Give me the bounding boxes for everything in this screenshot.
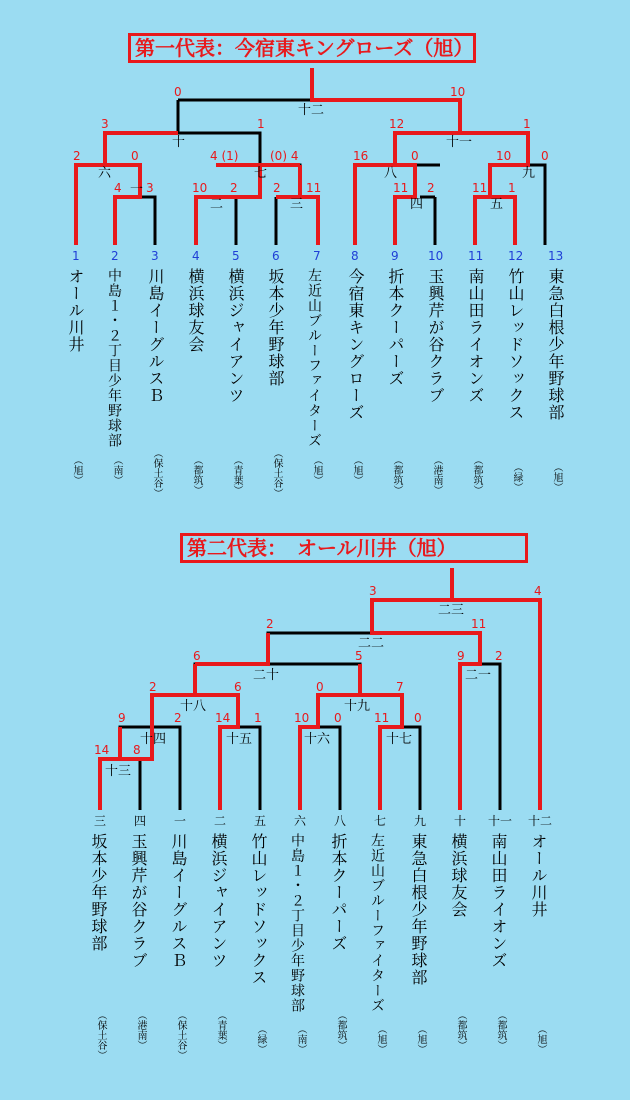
b2-team-region: （旭） — [375, 1024, 386, 1054]
b1-match-label: 六 — [98, 166, 112, 181]
b2-seed: 八 — [334, 814, 347, 828]
b2-score: 0 — [334, 711, 342, 725]
b2-match-label: 十八 — [180, 699, 207, 714]
b1-seed: 4 — [192, 249, 200, 263]
b2-team-region: （港南） — [135, 1010, 146, 1050]
b2-score: 7 — [396, 680, 404, 694]
b2-score: 4 — [534, 584, 542, 598]
b1-score: 10 — [192, 181, 208, 195]
b2-score: 8 — [133, 743, 141, 757]
bracket-2-title: 第二代表： オール川井（旭） — [180, 533, 528, 563]
b1-team-region: （南） — [111, 455, 122, 485]
b1-score: 10 — [450, 85, 466, 99]
b1-seed: 6 — [272, 249, 280, 263]
b1-team-region: （都筑） — [191, 455, 202, 495]
b1-score: 11 — [306, 181, 322, 195]
b1-team-region: （旭） — [71, 455, 82, 485]
b1-seed: 12 — [508, 249, 524, 263]
b2-team-name: 左近山ブルーファイターズ — [369, 833, 385, 1013]
b2-seed: 十一 — [488, 814, 513, 828]
b1-team-region: （港南） — [431, 455, 442, 495]
b2-score: 0 — [414, 711, 422, 725]
b1-seed: 13 — [548, 249, 564, 263]
b1-team-name: 玉興芹が谷クラブ — [426, 268, 445, 404]
b2-score: 5 — [355, 649, 363, 663]
b1-score: 16 — [353, 149, 369, 163]
b1-team-region: （旭） — [551, 462, 562, 492]
b1-score: 2 — [230, 181, 238, 195]
b1-team-name: 東急白根少年野球部 — [546, 268, 565, 421]
b1-score: 4 (1) — [210, 149, 239, 163]
b2-match-label: 十五 — [226, 732, 253, 747]
b2-team-name: 坂本少年野球部 — [89, 833, 108, 952]
b2-score: 1 — [254, 711, 262, 725]
b1-seed: 2 — [111, 249, 119, 263]
b2-seed: 十 — [454, 814, 467, 828]
b2-score: 2 — [174, 711, 182, 725]
b2-seed: 一 — [174, 814, 187, 828]
b2-match-label: 十六 — [304, 732, 331, 747]
b2-score: 9 — [118, 711, 126, 725]
b2-score: 2 — [495, 649, 503, 663]
b1-score: 2 — [73, 149, 81, 163]
b1-score: 0 — [411, 149, 419, 163]
b1-team-name: 左近山ブルーファイターズ — [306, 268, 322, 448]
bracket-1-title: 第一代表：今宿東キングローズ（旭） — [128, 33, 476, 63]
b2-score: 6 — [193, 649, 201, 663]
b1-team-name: 竹山レッドソックス — [506, 268, 525, 421]
b1-score: 12 — [389, 117, 405, 131]
b2-seed: 十二 — [528, 814, 553, 828]
b1-score: 3 — [146, 181, 154, 195]
b2-team-name: 川島イーグルスＢ — [169, 833, 188, 969]
b2-match-label: 二二 — [358, 636, 385, 651]
b2-score: 9 — [457, 649, 465, 663]
b2-seed: 九 — [414, 814, 427, 828]
b1-team-name: 坂本少年野球部 — [266, 268, 285, 387]
b2-team-name: オール川井 — [529, 833, 548, 918]
b2-match-label: 二十 — [253, 668, 280, 683]
b2-match-label: 十九 — [344, 699, 371, 714]
b1-seed: 5 — [232, 249, 240, 263]
b2-score: 2 — [149, 680, 157, 694]
b2-team-name: 横浜ジャイアンツ — [209, 833, 228, 969]
b2-team-region: （保土谷） — [175, 1010, 186, 1060]
b1-score: 1 — [257, 117, 265, 131]
b1-score: 2 — [427, 181, 435, 195]
b1-seed: 3 — [151, 249, 159, 263]
b1-team-name: 横浜球友会 — [186, 268, 205, 353]
b1-score: 11 — [393, 181, 409, 195]
b2-score: 14 — [94, 743, 110, 757]
b1-team-region: （緑） — [511, 462, 522, 492]
b2-team-region: （都筑） — [335, 1010, 346, 1050]
b2-score: 10 — [294, 711, 310, 725]
b2-match-label: 十三 — [105, 764, 132, 779]
b1-team-region: （都筑） — [471, 455, 482, 495]
b2-team-name: 中島１・２丁目少年野球部 — [289, 833, 305, 1013]
b1-team-region: （青葉） — [231, 455, 242, 495]
b1-score: 11 — [472, 181, 488, 195]
b1-score: 10 — [496, 149, 512, 163]
b2-team-region: （旭） — [415, 1024, 426, 1054]
b1-team-name: 今宿東キングローズ — [346, 268, 365, 421]
b1-score: 0 — [541, 149, 549, 163]
b1-score: 4 — [114, 181, 122, 195]
b2-score: 11 — [471, 617, 487, 631]
b1-team-name: 横浜ジャイアンツ — [226, 268, 245, 404]
b1-score: (0) 4 — [270, 149, 299, 163]
b1-team-region: （旭） — [351, 455, 362, 485]
b2-team-name: 東急白根少年野球部 — [409, 833, 428, 986]
b1-team-region: （都筑） — [391, 455, 402, 495]
b2-seed: 二 — [214, 814, 227, 828]
b1-match-label: 七 — [254, 166, 268, 181]
b2-seed: 三 — [94, 814, 107, 828]
b1-seed: 9 — [391, 249, 399, 263]
b1-match-label: 九 — [522, 166, 536, 181]
b1-seed: 8 — [351, 249, 359, 263]
b1-score: 1 — [508, 181, 516, 195]
b2-seed: 六 — [294, 814, 307, 828]
b1-match-label: 三 — [290, 197, 304, 212]
b1-team-name: 折本クーパーズ — [386, 268, 405, 387]
b2-score: 11 — [374, 711, 390, 725]
b2-score: 14 — [215, 711, 231, 725]
b2-team-name: 竹山レッドソックス — [249, 833, 268, 986]
b1-score: 3 — [101, 117, 109, 131]
b1-match-label: 一 — [130, 182, 144, 197]
b2-seed: 五 — [254, 814, 267, 828]
b1-team-name: オール川井 — [66, 268, 85, 353]
b2-team-region: （旭） — [535, 1024, 546, 1054]
b1-team-name: 川島イーグルスＢ — [146, 268, 165, 404]
b1-seed: 11 — [468, 249, 484, 263]
b2-match-label: 二三 — [438, 603, 465, 618]
b1-score: 1 — [523, 117, 531, 131]
b1-score: 2 — [273, 181, 281, 195]
b1-score: 0 — [131, 149, 139, 163]
b2-match-label: 二一 — [465, 668, 492, 683]
b1-team-region: （旭） — [311, 455, 322, 485]
b2-match-label: 十七 — [386, 732, 413, 747]
b2-seed: 四 — [134, 814, 147, 828]
b2-team-region: （都筑） — [455, 1010, 466, 1050]
b1-team-name: 南山田ライオンズ — [466, 268, 485, 404]
b1-match-label: 二 — [210, 197, 224, 212]
b2-team-region: （南） — [295, 1024, 306, 1054]
b1-match-label: 四 — [410, 197, 424, 212]
b2-team-name: 折本クーパーズ — [329, 833, 348, 952]
b2-score: 3 — [369, 584, 377, 598]
b1-match-label: 五 — [490, 197, 504, 212]
b1-match-label: 八 — [384, 166, 398, 181]
b1-team-region: （保土谷） — [151, 448, 162, 498]
b1-team-region: （保土谷） — [271, 448, 282, 498]
b2-team-region: （緑） — [255, 1024, 266, 1054]
b1-score: 0 — [174, 85, 182, 99]
b1-team-name: 中島１・２丁目少年野球部 — [106, 268, 122, 448]
b1-seed: 10 — [428, 249, 444, 263]
b2-score: 0 — [316, 680, 324, 694]
b1-black-lines — [105, 100, 545, 245]
b2-seed: 七 — [374, 814, 387, 828]
b2-team-name: 横浜球友会 — [449, 833, 468, 918]
b1-seed: 7 — [313, 249, 321, 263]
b2-team-region: （保土谷） — [95, 1010, 106, 1060]
b1-seed: 1 — [72, 249, 80, 263]
b2-score: 2 — [266, 617, 274, 631]
b1-match-label: 十二 — [298, 103, 325, 118]
b2-score: 6 — [234, 680, 242, 694]
b2-team-region: （青葉） — [215, 1010, 226, 1050]
b2-match-label: 十四 — [140, 732, 167, 747]
b1-match-label: 十 — [172, 135, 186, 150]
b2-team-name: 玉興芹が谷クラブ — [129, 833, 148, 969]
b2-team-name: 南山田ライオンズ — [489, 833, 508, 969]
b2-team-region: （都筑） — [495, 1010, 506, 1050]
b1-match-label: 十一 — [446, 135, 473, 150]
